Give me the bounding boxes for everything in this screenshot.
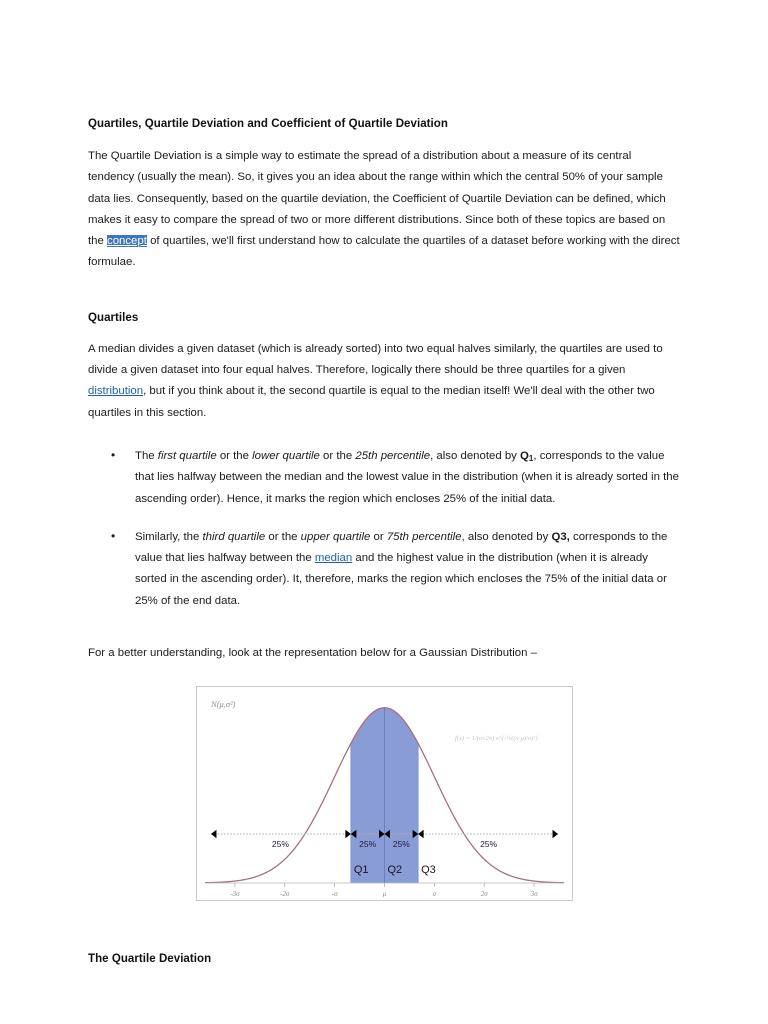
arrow-head-icon bbox=[418, 830, 424, 838]
quartiles-bullet-list bbox=[88, 446, 680, 612]
list-item bbox=[111, 446, 680, 510]
quartile-label-q3: Q3 bbox=[420, 864, 436, 877]
bottom-heading-wrapper bbox=[88, 953, 680, 965]
bullet2-q3-label: Q3, bbox=[551, 530, 570, 543]
bullet2-em3: 75th percentile bbox=[386, 530, 462, 543]
section-spacer bbox=[88, 274, 680, 312]
quartile-deviation-heading: The Quartile Deviation bbox=[88, 953, 212, 966]
link-distribution[interactable]: distribution bbox=[88, 385, 144, 398]
x-tick-label: μ bbox=[382, 890, 386, 899]
quartiles-paragraph bbox=[88, 339, 680, 424]
bullet1-q1-label bbox=[520, 450, 533, 462]
segment-percent-label: 25% bbox=[479, 839, 497, 850]
arrow-head-icon bbox=[210, 830, 216, 838]
link-median[interactable]: median bbox=[314, 552, 353, 565]
bullet1-em3: 25th percentile bbox=[355, 449, 431, 462]
quartiles-text-part1: A median divides a given dataset (which is already sorted) into two equal halves similarly, the quartiles are used to divide a given dataset into four equal halves. Therefore, logically there should be three quartiles for a given bbox=[88, 342, 663, 377]
gaussian-distribution-figure bbox=[196, 686, 573, 901]
list-item bbox=[111, 527, 680, 612]
arrow-head-icon bbox=[552, 830, 558, 838]
bullet2-em2: upper quartile bbox=[300, 530, 371, 543]
bullet2-text1: Similarly, the bbox=[135, 530, 203, 543]
bullet1-q-letter: Q bbox=[520, 449, 529, 462]
bullet2-text6: and the highest value in the distribution (when it is already sorted in the ascending order). It, therefore, marks the region which encloses the 75% of the initial data or 25% of the end data. bbox=[135, 552, 667, 607]
bullet1-text1: The bbox=[135, 449, 158, 462]
quartile-labels bbox=[353, 864, 435, 876]
quartile-label-q1: Q1 bbox=[353, 864, 369, 877]
segment-percent-label: 25% bbox=[392, 839, 410, 850]
x-axis-ticks bbox=[230, 883, 538, 898]
x-tick-label: 2σ bbox=[480, 890, 488, 899]
x-tick-label: σ bbox=[432, 890, 436, 899]
bullet1-em1: first quartile bbox=[157, 449, 217, 462]
x-tick-label: -σ bbox=[331, 890, 338, 899]
intro-paragraph bbox=[88, 146, 680, 274]
bullet1-text5: , corresponds to the value that lies halfway between the median and the lowest value in the distribution (when it is already sorted in the ascending order). Hence, it marks the region which encloses 25% of the initial data. bbox=[135, 449, 679, 505]
bullet2-text5: corresponds to the value that lies halfway between the bbox=[135, 530, 668, 565]
intro-text-part2: of quartiles, we'll first understand how to calculate the quartiles of a dataset before working with the direct formulae. bbox=[88, 235, 680, 269]
bullet1-text4: , also denoted by bbox=[430, 449, 521, 462]
bullet2-text2: or the bbox=[265, 530, 301, 543]
quartile-label-q2: Q2 bbox=[387, 864, 402, 877]
bullet2-text3: or bbox=[370, 530, 387, 543]
bullet1-em2: lower quartile bbox=[252, 449, 320, 462]
segment-percent-label: 25% bbox=[358, 839, 376, 850]
segment-percent-label: 25% bbox=[271, 839, 289, 850]
x-tick-label: -3σ bbox=[229, 890, 240, 899]
bullet2-em1: third quartile bbox=[202, 530, 266, 543]
intro-text-part1: The Quartile Deviation is a simple way to estimate the spread of a distribution about a measure of its central tendency (usually the mean). So, it gives you an idea about the range within which the central 50% of your sample data lies. Consequently, based on the quartile deviation, the Coefficient of Quartile Deviation can be defined, which makes it easy to compare the spread of two or more different distributions. Since both of these topics are based on the bbox=[88, 150, 666, 248]
quartiles-heading: Quartiles bbox=[88, 311, 139, 324]
pdf-formula-label: f(x) = 1/(σ√2π) e^{-½((x-μ)/σ)²} bbox=[454, 735, 538, 743]
distribution-notation-label: N(μ,σ²) bbox=[210, 699, 235, 710]
quartiles-text-part2: , but if you think about it, the second quartile is equal to the median itself! We'll deal with the other two quartiles in this section. bbox=[88, 385, 655, 419]
figure-intro-spacer bbox=[88, 629, 680, 643]
bullet1-text3: or the bbox=[319, 449, 356, 462]
arrow-head-icon bbox=[345, 830, 351, 838]
link-concept[interactable]: concept bbox=[107, 235, 147, 248]
gaussian-figure-wrapper bbox=[88, 686, 680, 901]
list-spacer bbox=[88, 424, 680, 446]
x-tick-label: 3σ bbox=[530, 890, 538, 899]
page-title: Quartiles, Quartile Deviation and Coefficient of Quartile Deviation bbox=[88, 118, 448, 130]
bullet1-q-subscript: 1 bbox=[528, 453, 534, 463]
bullet2-text4: , also denoted by bbox=[461, 530, 552, 543]
gaussian-chart-svg bbox=[197, 687, 572, 900]
x-tick-label: -2σ bbox=[279, 890, 289, 899]
bullet1-text2: or the bbox=[216, 449, 253, 462]
figure-intro-text: For a better understanding, look at the representation below for a Gaussian Distribution – bbox=[88, 647, 537, 660]
